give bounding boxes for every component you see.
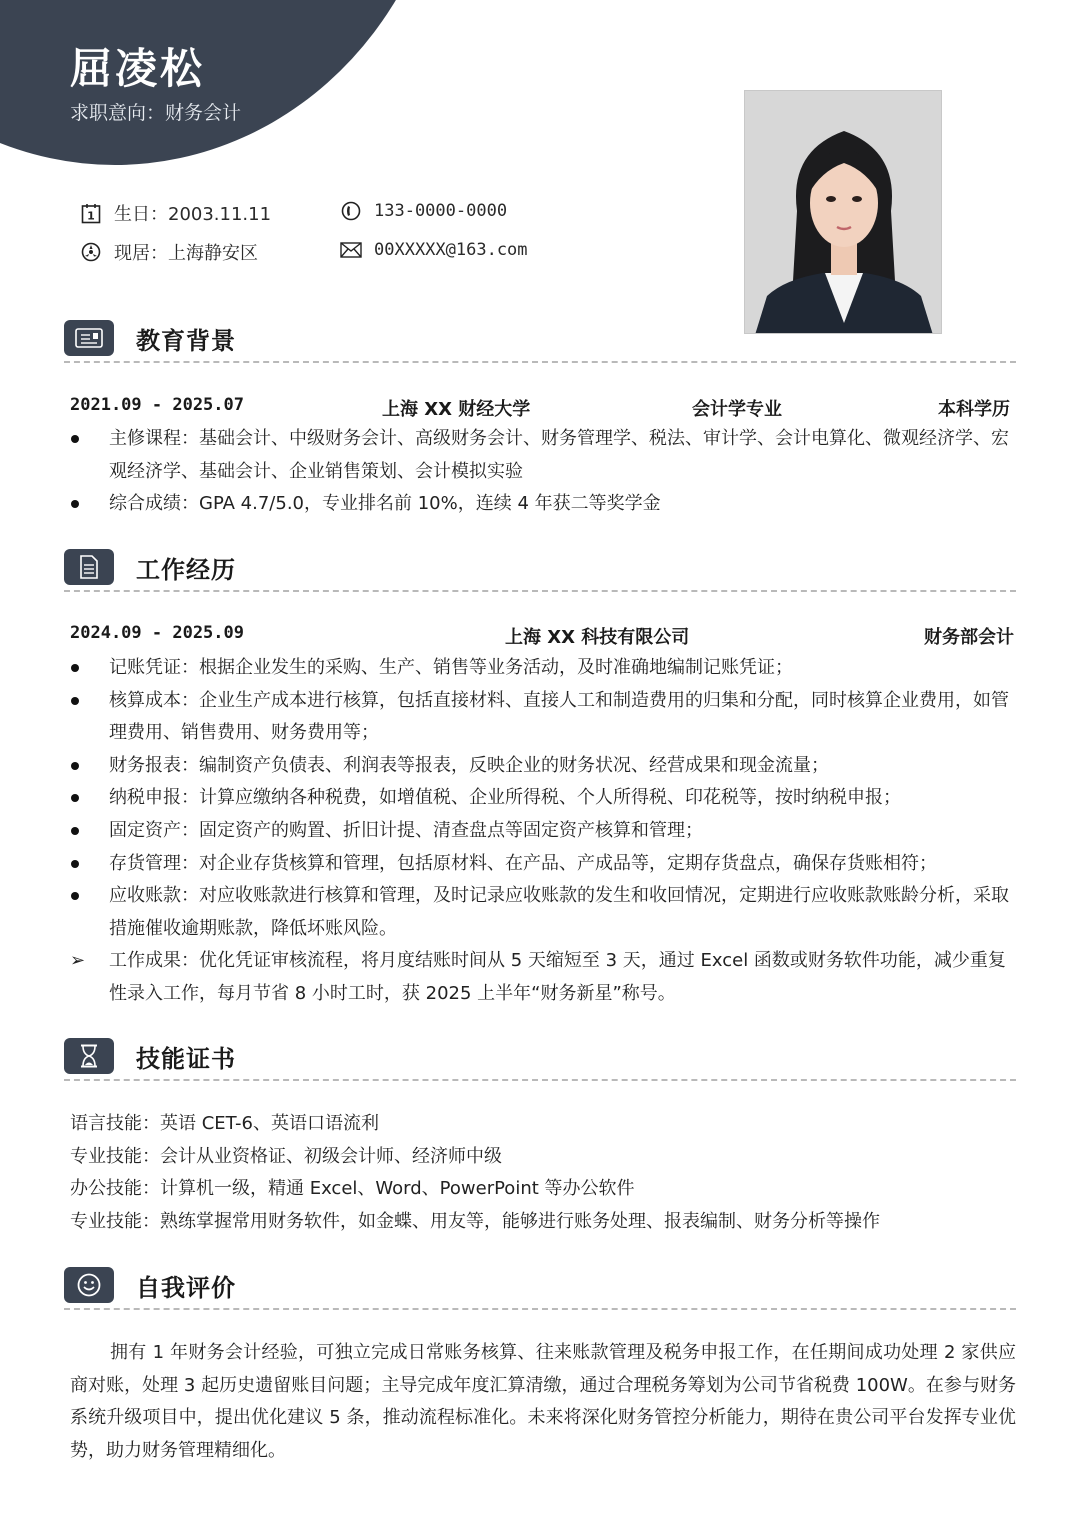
list-item: 固定资产：固定资产的购置、折旧计提、清查盘点等固定资产核算和管理； [70, 815, 1016, 848]
list-item: 记账凭证：根据企业发生的采购、生产、销售等业务活动，及时准确地编制记账凭证； [70, 652, 1016, 685]
mail-icon [340, 239, 362, 261]
education-school: 上海 XX 财经大学 [382, 399, 531, 420]
education-period: 2021.09 - 2025.07 [70, 395, 244, 415]
skill-line: 专业技能：熟练掌握常用财务软件，如金蝶、用友等，能够进行账务处理、报表编制、财务分析等操作 [70, 1210, 880, 1232]
section-title: 技能证书 [136, 1044, 236, 1073]
list-item: 核算成本：企业生产成本进行核算，包括直接材料、直接人工和制造费用的归集和分配，同时核算企业费用，如管理费用、销售费用、财务费用等； [70, 685, 1016, 750]
profile-photo [744, 90, 942, 334]
document-icon [64, 549, 114, 585]
svg-text:1: 1 [87, 209, 95, 222]
section-education-header [64, 318, 236, 358]
email-info [340, 239, 528, 261]
list-item: 综合成绩：GPA 4.7/5.0，专业排名前 10%，连续 4 年获二等奖学金 [70, 488, 1016, 521]
skill-line: 专业技能：会计从业资格证、初级会计师、经济师中级 [70, 1145, 502, 1167]
achievement-item: ➢ 工作成果：优化凭证审核流程，将月度结账时间从 5 天缩短至 3 天，通过 Excel 函数或财务软件功能，减少重复性录入工作，每月节省 8 小时工时，获 2025 上半年“财务新星”称号。 [70, 945, 1016, 1010]
section-work-header [64, 547, 236, 587]
education-major: 会计学专业 [692, 399, 782, 420]
calendar-icon [80, 202, 102, 224]
smiley-icon [64, 1267, 114, 1303]
id-card-icon [64, 320, 114, 356]
skill-line: 办公技能：计算机一级，精通 Excel、Word、PowerPoint 等办公软件 [70, 1178, 635, 1200]
education-list [70, 423, 1016, 521]
section-divider [64, 590, 1016, 592]
location-icon [80, 241, 102, 263]
job-intent: 求职意向：财务会计 [70, 102, 242, 124]
work-company: 上海 XX 科技有限公司 [505, 627, 690, 648]
section-self-header [64, 1265, 236, 1305]
residence-info [80, 239, 258, 265]
skill-line: 语言技能：英语 CET-6、英语口语流利 [70, 1113, 379, 1134]
section-title: 教育背景 [136, 326, 236, 355]
candidate-name: 屈凌松 [70, 44, 206, 93]
list-item: 财务报表：编制资产负债表、利润表等报表，反映企业的财务状况、经营成果和现金流量； [70, 750, 1016, 783]
list-item: 存货管理：对企业存货核算和管理，包括原材料、在产品、产成品等，定期存货盘点，确保存货账相符； [70, 848, 1016, 881]
phone-info [340, 200, 507, 222]
list-item: 纳税申报：计算应缴纳各种税费，如增值税、企业所得税、个人所得税、印花税等，按时纳税申报； [70, 782, 1016, 815]
list-item: 主修课程：基础会计、中级财务会计、高级财务会计、财务管理学、税法、审计学、会计电算化、微观经济学、宏观经济学、基础会计、企业销售策划、会计模拟实验 [70, 423, 1016, 488]
section-skills-header [64, 1036, 236, 1076]
arrow-icon: ➢ [70, 950, 86, 972]
work-period: 2024.09 - 2025.09 [70, 623, 244, 643]
birthday-info [80, 200, 271, 226]
section-title: 自我评价 [136, 1273, 236, 1302]
section-divider [64, 1308, 1016, 1310]
section-divider [64, 361, 1016, 363]
hourglass-icon [64, 1038, 114, 1074]
work-list [70, 652, 1016, 1011]
work-position: 财务部会计 [924, 627, 1014, 648]
section-divider [64, 1079, 1016, 1081]
section-title: 工作经历 [136, 555, 236, 584]
header-banner [0, 0, 450, 165]
list-item: 应收账款：对应收账款进行核算和管理，及时记录应收账款的发生和收回情况，定期进行应收账款账龄分析，采取措施催收逾期账款，降低坏账风险。 [70, 880, 1016, 945]
phone-text: 133-0000-0000 [374, 201, 508, 221]
birthday-text: 生日：2003.11.11 [114, 204, 272, 225]
residence-text: 现居：上海静安区 [114, 243, 258, 264]
education-degree: 本科学历 [938, 399, 1010, 420]
email-text: 00XXXXX@163.com [374, 240, 528, 260]
self-evaluation-text: 拥有 1 年财务会计经验，可独立完成日常账务核算、往来账款管理及税务申报工作，在任期间成功处理 2 家供应商对账，处理 3 起历史遗留账目问题；主导完成年度汇算清缴，通过合理税务筹划为公司节省税费 100W。在参与财务系统升级项目中，提出优化建议 5 条，推动流程标准化。未来将深化财务管控分析能力，期待在贵公司平台发挥专业优势，助力财务管理精细化。 [70, 1342, 1016, 1461]
phone-icon [340, 200, 362, 222]
skills-list [70, 1108, 1016, 1238]
